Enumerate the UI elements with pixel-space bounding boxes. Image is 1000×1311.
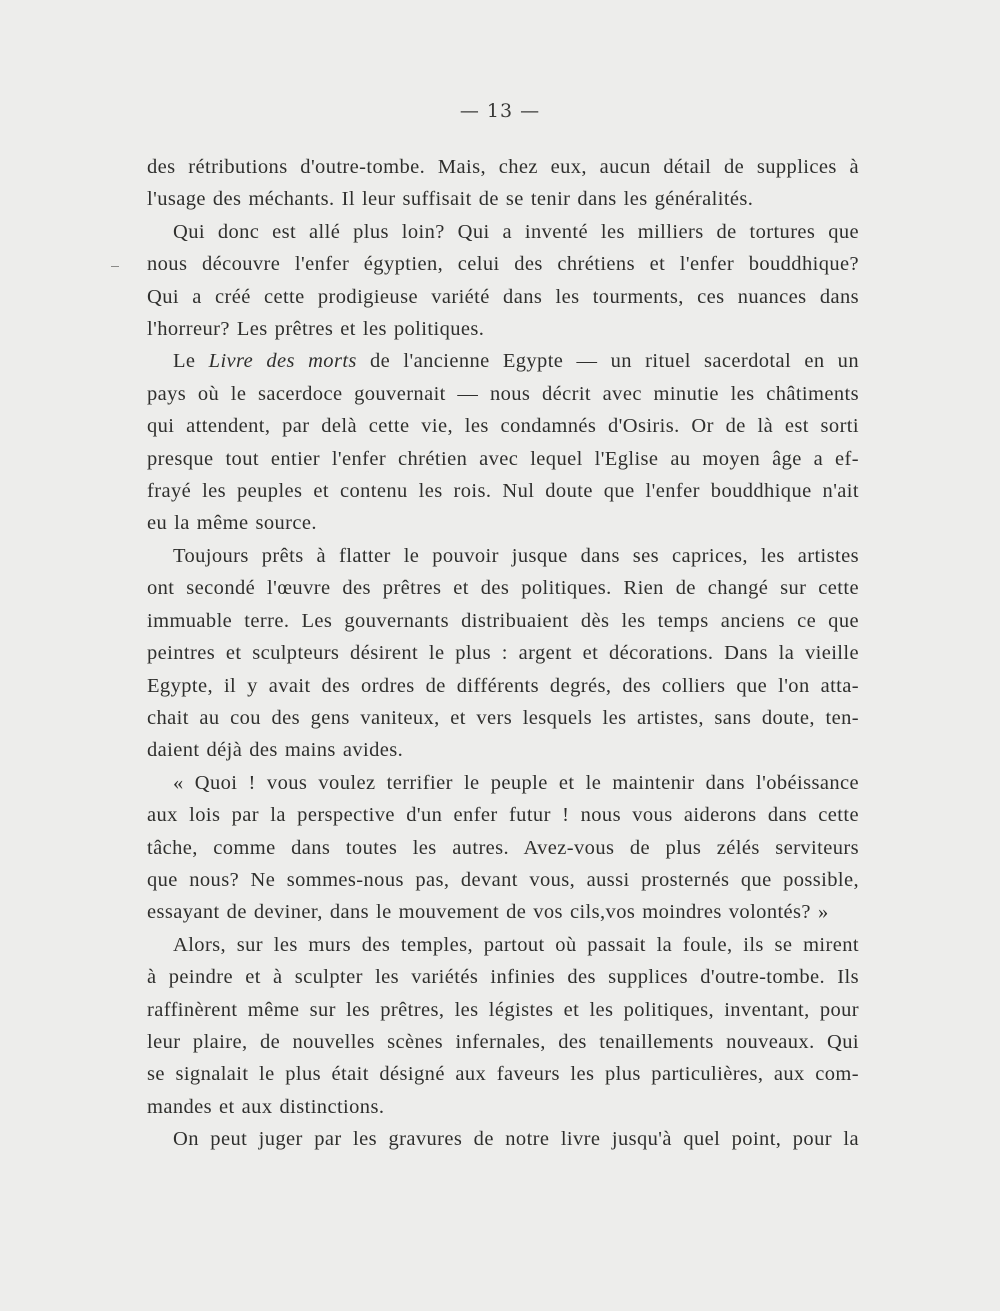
text-line: tâche, comme dans toutes les autres. Avez-vous de plus zélés serviteurs: [147, 836, 859, 859]
text-line: Qui donc est allé plus loin? Qui a inventé les milliers de tortures que: [173, 220, 859, 243]
text-line: aux lois par la perspective d'un enfer futur ! nous vous aiderons dans cette: [147, 804, 859, 827]
text-line: eu la même source.: [147, 512, 317, 535]
text-line: peintres et sculpteurs désirent le plus : argent et décorations. Dans la vieille: [147, 642, 859, 665]
text-line: mandes et aux distinctions.: [147, 1095, 385, 1118]
text-line: essayant de deviner, dans le mouvement de vos cils,vos moindres volontés? »: [147, 901, 829, 924]
page-number: — 13 —: [459, 100, 541, 122]
text-line: « Quoi ! vous voulez terrifier le peuple et le maintenir dans l'obéissance: [173, 771, 859, 794]
text-line: à peindre et à sculpter les variétés infinies des supplices d'outre-tombe. Ils: [147, 966, 859, 989]
text-line: qui attendent, par delà cette vie, les condamnés d'Osiris. Or de là est sorti: [147, 415, 859, 438]
text-line: immuable terre. Les gouvernants distribuaient dès les temps anciens ce que: [147, 609, 859, 632]
body-text: [147, 151, 859, 1156]
text-line: nous découvre l'enfer égyptien, celui des chrétiens et l'enfer bouddhique?: [147, 253, 859, 276]
margin-mark: [111, 266, 119, 267]
text-line: chait au cou des gens vaniteux, et vers lesquels les artistes, sans doute, ten-: [147, 706, 859, 729]
text-line: Qui a créé cette prodigieuse variété dans les tourments, ces nuances dans: [147, 285, 859, 308]
book-title-italic: Livre des morts: [208, 350, 357, 373]
text-line: se signalait le plus était désigné aux faveurs les plus particulières, aux com-: [147, 1063, 859, 1086]
text-line: On peut juger par les gravures de notre livre jusqu'à quel point, pour la: [173, 1128, 859, 1151]
text-line: des rétributions d'outre-tombe. Mais, chez eux, aucun détail de supplices à: [147, 156, 859, 178]
text-line: pays où le sacerdoce gouvernait — nous décrit avec minutie les châtiments: [147, 382, 859, 405]
text-line: ont secondé l'œuvre des prêtres et des politiques. Rien de changé sur cette: [147, 577, 859, 600]
text-line: Alors, sur les murs des temples, partout où passait la foule, ils se mirent: [173, 933, 859, 956]
text-line: daient déjà des mains avides.: [147, 739, 404, 762]
text-line: Egypte, il y avait des ordres de différents degrés, des colliers que l'on atta-: [147, 674, 859, 697]
text-line: frayé les peuples et contenu les rois. Nul doute que l'enfer bouddhique n'ait: [147, 480, 859, 503]
text-line: que nous? Ne sommes-nous pas, devant vous, aussi prosternés que possible,: [147, 868, 859, 891]
text-line-segment: Le: [173, 350, 209, 373]
text-line: Toujours prêts à flatter le pouvoir jusque dans ses caprices, les artistes: [173, 544, 859, 567]
text-line: raffinèrent même sur les prêtres, les légistes et les politiques, inventant, pour: [147, 998, 859, 1021]
text-line: [147, 345, 859, 377]
text-line-segment: de l'ancienne Egypte — un rituel sacerdotal en un: [356, 350, 859, 373]
text-line: leur plaire, de nouvelles scènes infernales, des tenaillements nouveaux. Qui: [147, 1030, 859, 1053]
text-line: l'horreur? Les prêtres et les politiques.: [147, 318, 485, 341]
text-line: presque tout entier l'enfer chrétien avec lequel l'Eglise au moyen âge a ef-: [147, 447, 859, 470]
text-line: l'usage des méchants. Il leur suffisait de se tenir dans les généralités.: [147, 188, 754, 211]
